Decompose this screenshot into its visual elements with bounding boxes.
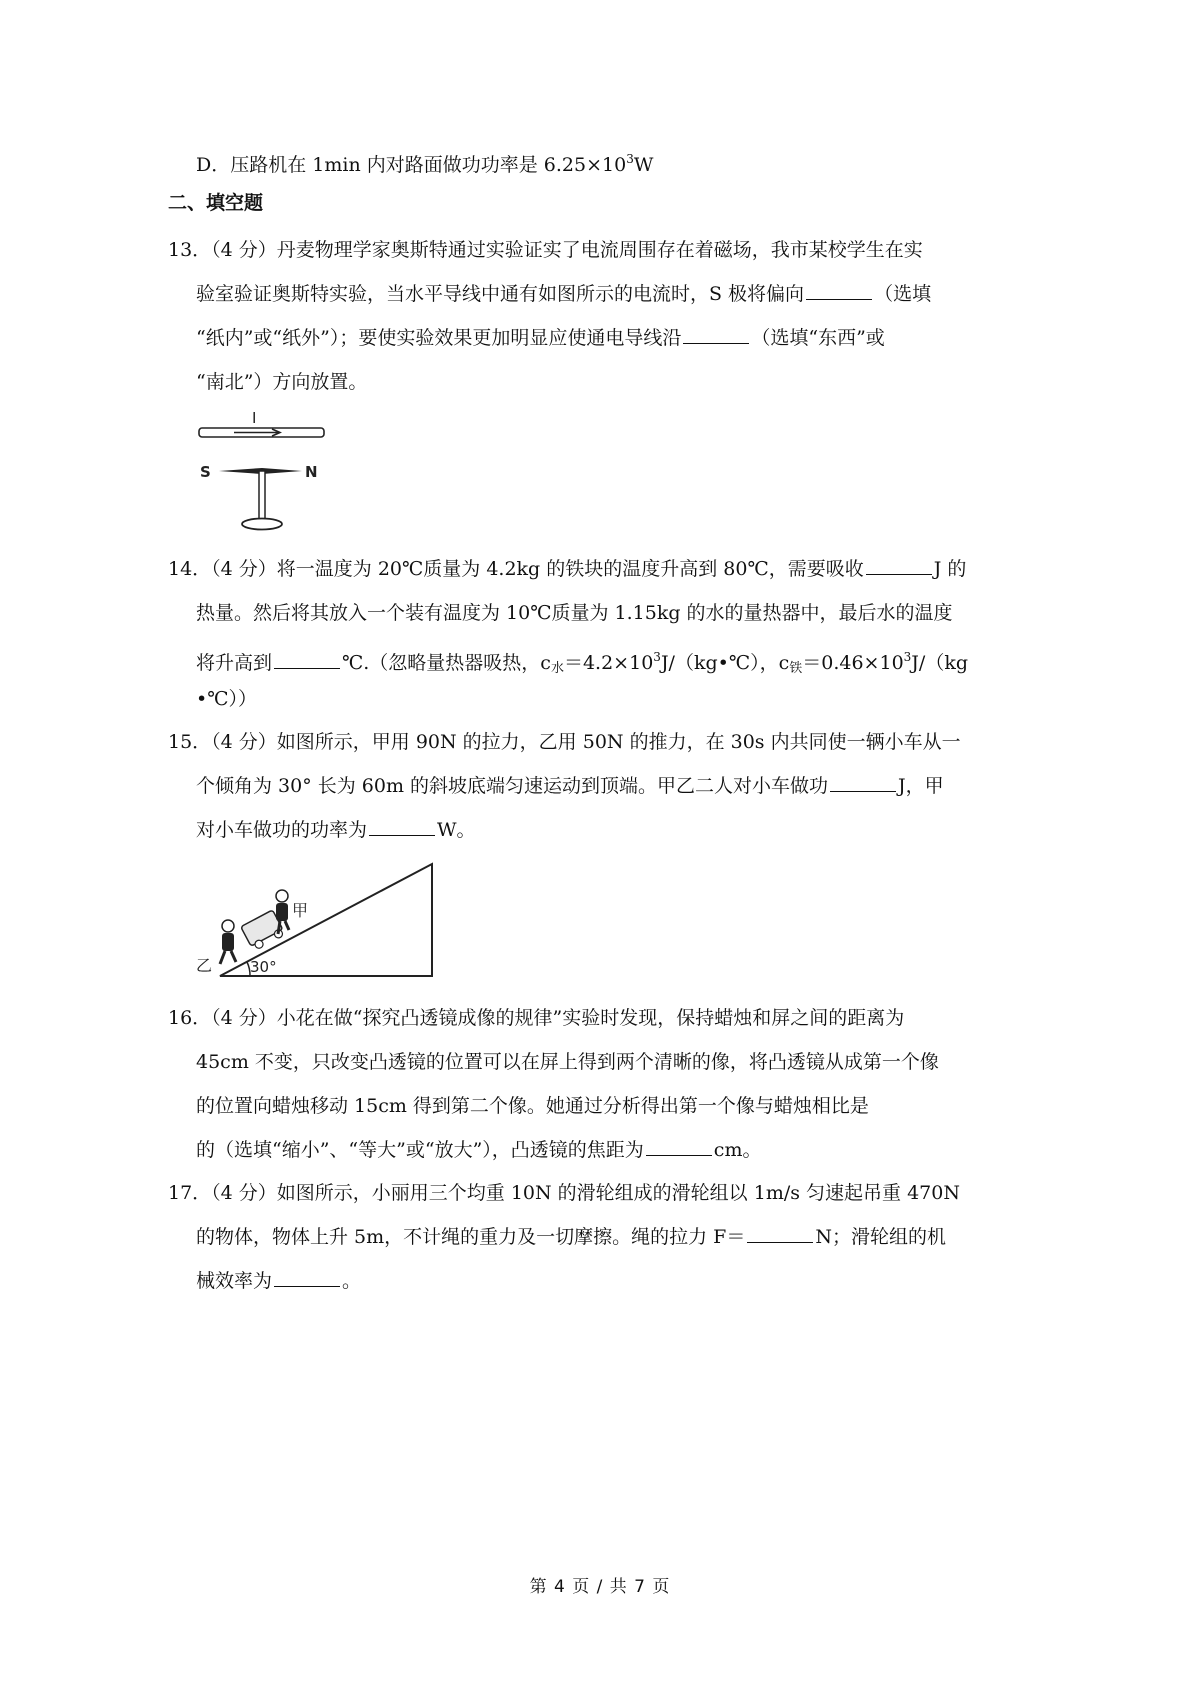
person-jia-leg [278, 921, 280, 934]
q15-line3 [196, 817, 476, 843]
q14-line1 [168, 556, 966, 582]
q15-line2-tail: J，甲 [898, 775, 944, 797]
q13-line2 [196, 281, 931, 307]
q16-line4 [196, 1137, 761, 1163]
q13-line3-tail: （选填“东西”或 [751, 327, 885, 349]
q14-line1-text: 14．（4 分）将一温度为 20℃质量为 4.2kg 的铁块的温度升高到 80℃，需要吸收 [168, 558, 864, 580]
q16-line4-text: 的（选填“缩小”、“等大”或“放大”），凸透镜的焦距为 [196, 1139, 644, 1161]
q14-exp-2: 3 [903, 650, 912, 664]
pusher-label: 乙 [196, 956, 213, 975]
south-pole-label: S [200, 463, 211, 481]
q15-blank-2[interactable] [369, 817, 435, 836]
q14-line3-d: J/（kg•℃），c [660, 652, 790, 674]
q14-line3-c: ＝4.2×10 [563, 652, 654, 674]
q14-sub-iron: 铁 [789, 661, 803, 676]
q17-line1: 17．（4 分）如图所示，小丽用三个均重 10N 的滑轮组成的滑轮组以 1m/s 匀速起吊重 470N [168, 1182, 960, 1204]
q16-blank-1[interactable] [646, 1137, 712, 1156]
q13-blank-2[interactable] [683, 325, 749, 344]
q14-exp-1: 3 [653, 650, 661, 664]
q13-line3 [196, 325, 885, 351]
q13-line4: “南北”）方向放置。 [196, 371, 368, 393]
q13-line2-tail: （选填 [874, 283, 932, 305]
angle-label: 30° [250, 958, 277, 976]
option-d-exponent: 3 [626, 152, 634, 166]
q14-line3-e: ＝0.46×10 [802, 652, 904, 674]
section-title: 二、填空题 [168, 192, 264, 214]
q14-blank-1[interactable] [866, 556, 932, 575]
q14-line1-tail: J 的 [933, 558, 967, 580]
q15-line2 [196, 773, 944, 799]
puller-label: 甲 [292, 901, 309, 920]
q16-line4-tail: cm。 [713, 1139, 762, 1161]
q15-line2-text: 个倾角为 30° 长为 60m 的斜坡底端匀速运动到顶端。甲乙二人对小车做功 [196, 775, 829, 797]
q14-line2: 热量。然后将其放入一个装有温度为 10℃质量为 1.15kg 的水的量热器中，最后水的温度 [196, 602, 953, 624]
person-yi-leg [231, 951, 236, 962]
q16-line1: 16．（4 分）小花在做“探究凸透镜成像的规律”实验时发现，保持蜡烛和屏之间的距离为 [168, 1007, 905, 1029]
q17-line2-tail: N；滑轮组的机 [815, 1226, 947, 1248]
q13-blank-1[interactable] [806, 281, 872, 300]
compass-base [242, 519, 282, 530]
north-pole-label: N [305, 463, 318, 481]
needle-pivot [259, 471, 265, 520]
q16-line3: 的位置向蜡烛移动 15cm 得到第二个像。她通过分析得出第一个像与蜡烛相比是 [196, 1095, 869, 1117]
q15-blank-1[interactable] [830, 773, 896, 792]
q14-line3-text: 将升高到 [196, 652, 273, 674]
q16-line2: 45cm 不变，只改变凸透镜的位置可以在屏上得到两个清晰的像，将凸透镜从成第一个像 [196, 1051, 939, 1073]
q17-line2 [196, 1224, 946, 1250]
q15-line3-text: 对小车做功的功率为 [196, 819, 368, 841]
q15-line1: 15．（4 分）如图所示，甲用 90N 的拉力，乙用 50N 的推力，在 30s 内共同使一辆小车从一 [168, 731, 961, 753]
q17-blank-2[interactable] [274, 1268, 340, 1287]
person-yi-body [222, 933, 234, 951]
q13-line3-text: “纸内”或“纸外”）；要使实验效果更加明显应使通电导线沿 [196, 327, 682, 349]
q14-line3-f: J/（kg [911, 652, 968, 674]
q17-line3-tail: 。 [342, 1270, 362, 1292]
page-footer: 第 4 页 / 共 7 页 [529, 1577, 671, 1597]
person-jia-leg [285, 921, 289, 930]
q17-line3 [196, 1268, 361, 1294]
q13-line2-text: 验室验证奥斯特实验，当水平导线中通有如图所示的电流时，S 极将偏向 [196, 283, 805, 305]
q14-sub-water: 水 [550, 661, 564, 676]
q13-line1: 13．（4 分）丹麦物理学家奥斯特通过实验证实了电流周围存在着磁场，我市某校学生在实 [168, 239, 923, 261]
person-yi-head [222, 920, 234, 932]
person-yi [220, 920, 236, 964]
q15-line3-tail: W。 [437, 819, 476, 841]
person-yi-leg [220, 951, 225, 964]
q14-blank-2[interactable] [274, 650, 340, 669]
current-label: I [252, 409, 257, 427]
q17-line3-text: 械效率为 [196, 1270, 273, 1292]
q14-line4: •℃）） [196, 688, 257, 710]
person-jia-body [276, 903, 288, 921]
q14-line3-b: ℃.（忽略量热器吸热，c [342, 652, 551, 674]
person-jia-head [276, 890, 288, 902]
option-d-unit: W [633, 154, 654, 176]
q14-line3 [196, 644, 968, 682]
incline-figure [192, 858, 442, 988]
q17-line2-text: 的物体，物体上升 5m，不计绳的重力及一切摩擦。绳的拉力 F＝ [196, 1226, 746, 1248]
option-d-text: D．压路机在 1min 内对路面做功功率是 6.25×10 [196, 154, 627, 176]
oersted-figure [192, 405, 342, 540]
option-d [196, 146, 653, 178]
q17-blank-1[interactable] [747, 1224, 813, 1243]
